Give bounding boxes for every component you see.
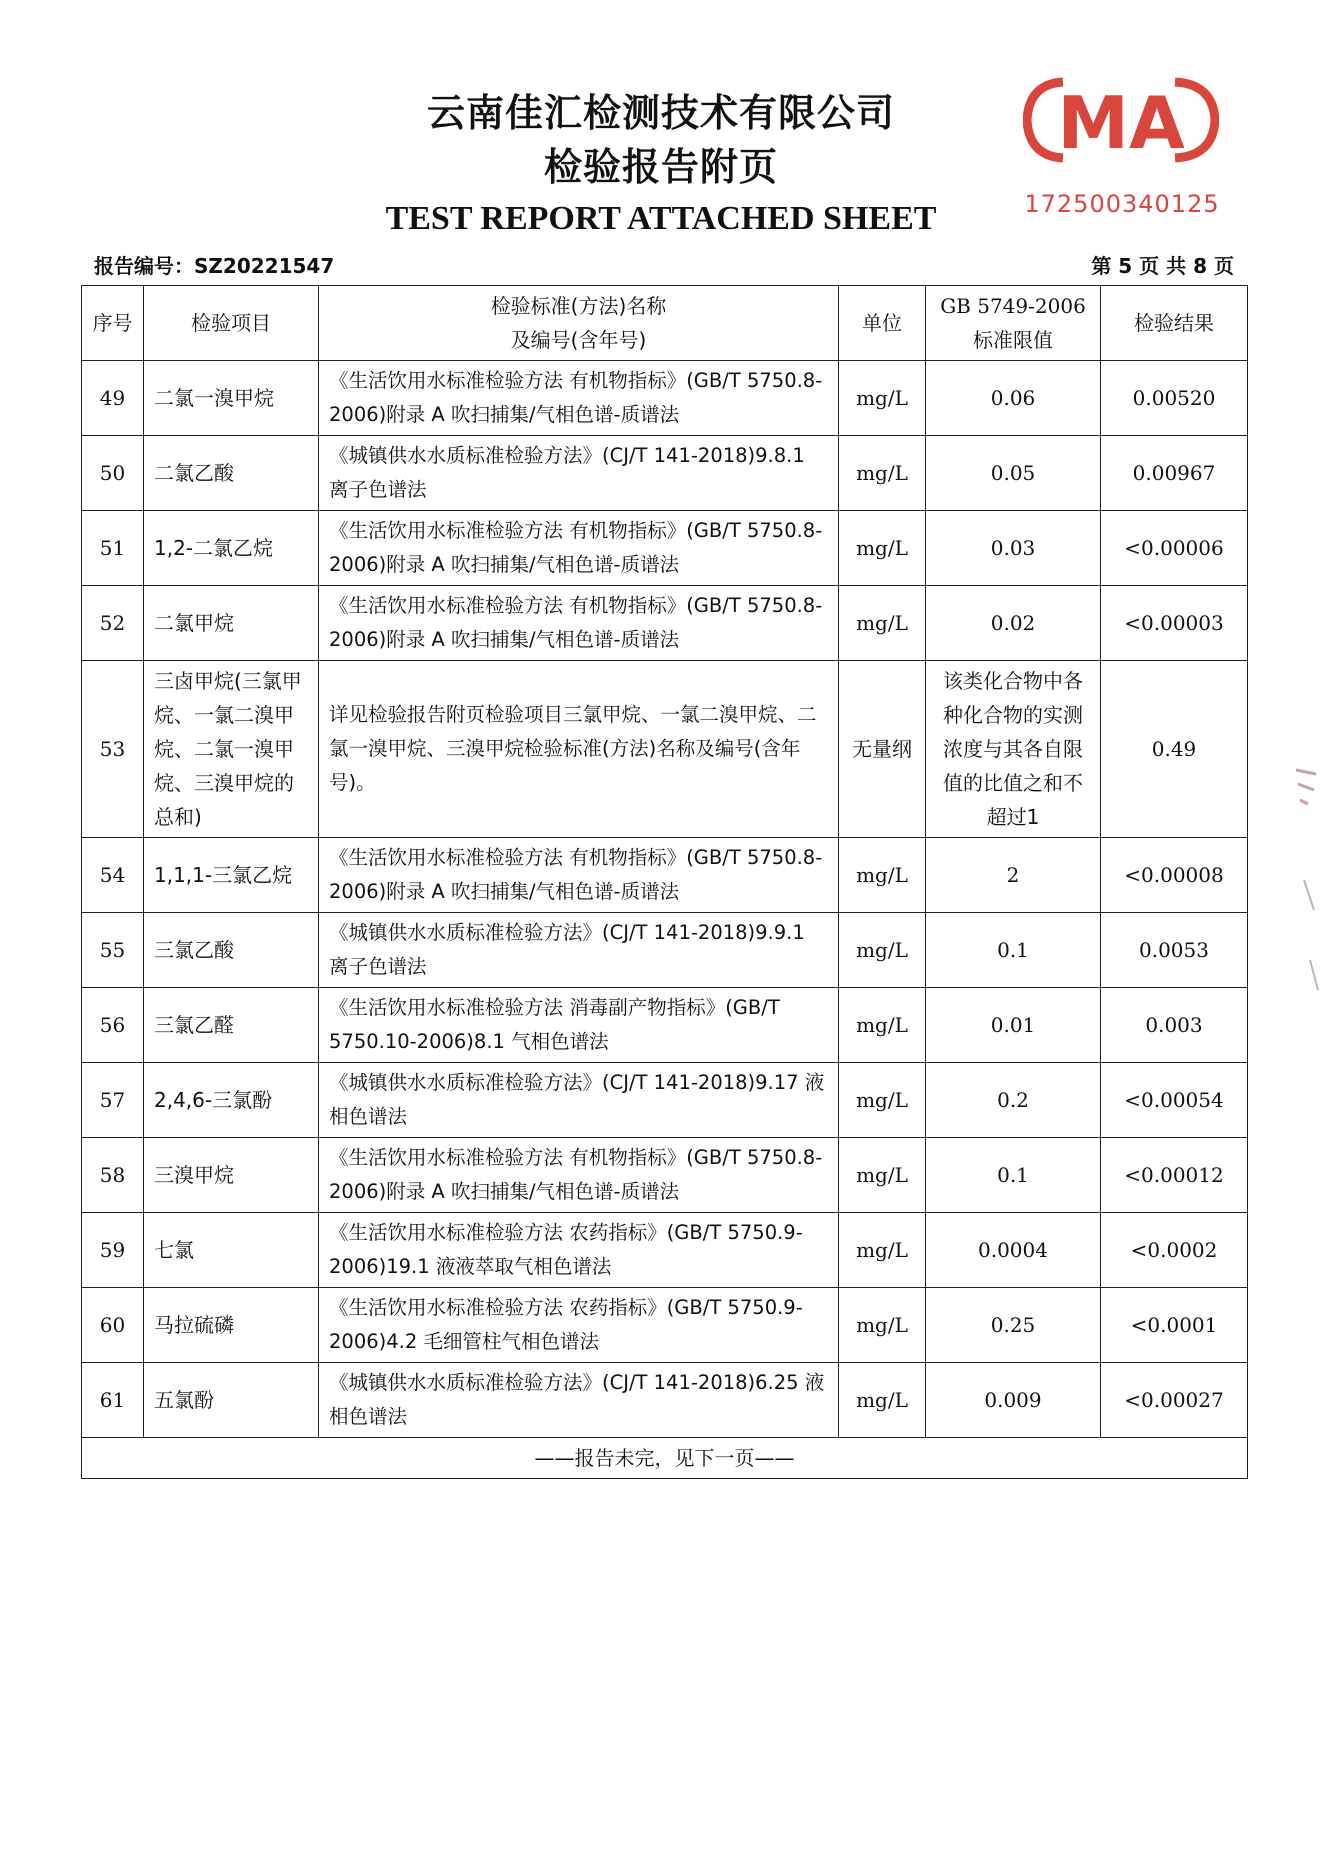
row-seq: 60 bbox=[82, 1288, 144, 1363]
row-item: 二氯乙酸 bbox=[144, 436, 319, 511]
row-item: 二氯甲烷 bbox=[144, 586, 319, 661]
header-result: 检验结果 bbox=[1101, 286, 1248, 361]
row-seq: 49 bbox=[82, 361, 144, 436]
table-row bbox=[82, 1063, 1248, 1138]
row-limit: 0.009 bbox=[926, 1363, 1101, 1438]
cma-logo-icon bbox=[1023, 74, 1219, 166]
row-seq: 58 bbox=[82, 1138, 144, 1213]
row-method: 《生活饮用水标准检验方法 有机物指标》(GB/T 5750.8-2006)附录 A 吹扫捕集/气相色谱-质谱法 bbox=[319, 838, 839, 913]
seal-fragment-icon bbox=[1290, 760, 1322, 1020]
row-unit: mg/L bbox=[839, 1363, 926, 1438]
row-unit: mg/L bbox=[839, 511, 926, 586]
row-method: 《城镇供水水质标准检验方法》(CJ/T 141-2018)9.9.1 离子色谱法 bbox=[319, 913, 839, 988]
row-seq: 55 bbox=[82, 913, 144, 988]
row-result: <0.0002 bbox=[1101, 1213, 1248, 1288]
header-limit-line1: GB 5749-2006 bbox=[940, 294, 1086, 318]
row-unit: 无量纲 bbox=[839, 661, 926, 838]
cma-number: 172500340125 bbox=[1024, 190, 1220, 218]
row-method: 《生活饮用水标准检验方法 消毒副产物指标》(GB/T 5750.10-2006)8.1 气相色谱法 bbox=[319, 988, 839, 1063]
row-seq: 53 bbox=[82, 661, 144, 838]
row-unit: mg/L bbox=[839, 838, 926, 913]
row-limit: 0.2 bbox=[926, 1063, 1101, 1138]
row-item: 三氯乙醛 bbox=[144, 988, 319, 1063]
header-method-line2: 及编号(含年号) bbox=[510, 328, 647, 352]
row-unit: mg/L bbox=[839, 436, 926, 511]
row-item: 1,2-二氯乙烷 bbox=[144, 511, 319, 586]
row-method: 《生活饮用水标准检验方法 农药指标》(GB/T 5750.9-2006)19.1 液液萃取气相色谱法 bbox=[319, 1213, 839, 1288]
continuation-note: ——报告未完，见下一页—— bbox=[82, 1438, 1248, 1479]
cma-logo-text: MA bbox=[1057, 81, 1185, 165]
row-limit: 0.02 bbox=[926, 586, 1101, 661]
table-row bbox=[82, 511, 1248, 586]
table-row bbox=[82, 1213, 1248, 1288]
row-seq: 57 bbox=[82, 1063, 144, 1138]
header-item: 检验项目 bbox=[144, 286, 319, 361]
row-method: 详见检验报告附页检验项目三氯甲烷、一氯二溴甲烷、二氯一溴甲烷、三溴甲烷检验标准(方法)名称及编号(含年号)。 bbox=[319, 661, 839, 838]
page-info: 第 5 页 共 8 页 bbox=[1091, 254, 1234, 278]
row-result: 0.003 bbox=[1101, 988, 1248, 1063]
row-method: 《城镇供水水质标准检验方法》(CJ/T 141-2018)6.25 液相色谱法 bbox=[319, 1363, 839, 1438]
table-footer-row bbox=[82, 1438, 1248, 1479]
row-method: 《生活饮用水标准检验方法 有机物指标》(GB/T 5750.8-2006)附录 A 吹扫捕集/气相色谱-质谱法 bbox=[319, 511, 839, 586]
row-method: 《生活饮用水标准检验方法 有机物指标》(GB/T 5750.8-2006)附录 A 吹扫捕集/气相色谱-质谱法 bbox=[319, 361, 839, 436]
table-row bbox=[82, 913, 1248, 988]
row-unit: mg/L bbox=[839, 1063, 926, 1138]
row-item: 三氯乙酸 bbox=[144, 913, 319, 988]
header-limit-line2: 标准限值 bbox=[973, 328, 1053, 352]
table-row bbox=[82, 1288, 1248, 1363]
table-row bbox=[82, 1138, 1248, 1213]
row-result: <0.00003 bbox=[1101, 586, 1248, 661]
row-limit: 0.01 bbox=[926, 988, 1101, 1063]
table-row bbox=[82, 838, 1248, 913]
row-unit: mg/L bbox=[839, 1213, 926, 1288]
row-limit: 0.0004 bbox=[926, 1213, 1101, 1288]
header-method bbox=[319, 286, 839, 361]
table-row bbox=[82, 661, 1248, 838]
header-seq: 序号 bbox=[82, 286, 144, 361]
row-method: 《生活饮用水标准检验方法 有机物指标》(GB/T 5750.8-2006)附录 A 吹扫捕集/气相色谱-质谱法 bbox=[319, 1138, 839, 1213]
header-limit bbox=[926, 286, 1101, 361]
table-row bbox=[82, 361, 1248, 436]
row-result: <0.00006 bbox=[1101, 511, 1248, 586]
row-unit: mg/L bbox=[839, 586, 926, 661]
row-method: 《城镇供水水质标准检验方法》(CJ/T 141-2018)9.17 液相色谱法 bbox=[319, 1063, 839, 1138]
row-seq: 52 bbox=[82, 586, 144, 661]
row-limit: 0.25 bbox=[926, 1288, 1101, 1363]
company-name: 云南佳汇检测技术有限公司 bbox=[426, 91, 895, 135]
row-item: 二氯一溴甲烷 bbox=[144, 361, 319, 436]
row-unit: mg/L bbox=[839, 1288, 926, 1363]
row-seq: 50 bbox=[82, 436, 144, 511]
row-item: 三溴甲烷 bbox=[144, 1138, 319, 1213]
row-limit: 0.1 bbox=[926, 913, 1101, 988]
row-unit: mg/L bbox=[839, 913, 926, 988]
table-row bbox=[82, 436, 1248, 511]
header-unit: 单位 bbox=[839, 286, 926, 361]
row-item: 马拉硫磷 bbox=[144, 1288, 319, 1363]
table-header-row bbox=[82, 286, 1248, 361]
row-item: 1,1,1-三氯乙烷 bbox=[144, 838, 319, 913]
row-limit: 0.06 bbox=[926, 361, 1101, 436]
row-seq: 61 bbox=[82, 1363, 144, 1438]
sheet-title-en: TEST REPORT ATTACHED SHEET bbox=[385, 200, 937, 237]
table-row bbox=[82, 988, 1248, 1063]
header-method-line1: 检验标准(方法)名称 bbox=[490, 294, 667, 318]
table-row bbox=[82, 586, 1248, 661]
row-unit: mg/L bbox=[839, 361, 926, 436]
row-item: 五氯酚 bbox=[144, 1363, 319, 1438]
row-method: 《生活饮用水标准检验方法 有机物指标》(GB/T 5750.8-2006)附录 A 吹扫捕集/气相色谱-质谱法 bbox=[319, 586, 839, 661]
row-seq: 51 bbox=[82, 511, 144, 586]
row-seq: 54 bbox=[82, 838, 144, 913]
row-item: 三卤甲烷(三氯甲烷、一氯二溴甲烷、二氯一溴甲烷、三溴甲烷的总和) bbox=[144, 661, 319, 838]
row-seq: 59 bbox=[82, 1213, 144, 1288]
row-result: <0.00027 bbox=[1101, 1363, 1248, 1438]
row-limit: 0.05 bbox=[926, 436, 1101, 511]
row-method: 《生活饮用水标准检验方法 农药指标》(GB/T 5750.9-2006)4.2 毛细管柱气相色谱法 bbox=[319, 1288, 839, 1363]
row-result: 0.00520 bbox=[1101, 361, 1248, 436]
report-number: 报告编号：SZ20221547 bbox=[94, 254, 335, 278]
table-row bbox=[82, 1363, 1248, 1438]
row-result: <0.0001 bbox=[1101, 1288, 1248, 1363]
row-unit: mg/L bbox=[839, 1138, 926, 1213]
row-item: 七氯 bbox=[144, 1213, 319, 1288]
row-method: 《城镇供水水质标准检验方法》(CJ/T 141-2018)9.8.1 离子色谱法 bbox=[319, 436, 839, 511]
row-result: 0.49 bbox=[1101, 661, 1248, 838]
sheet-title-cn: 检验报告附页 bbox=[543, 145, 778, 189]
row-result: <0.00012 bbox=[1101, 1138, 1248, 1213]
row-limit: 0.1 bbox=[926, 1138, 1101, 1213]
row-item: 2,4,6-三氯酚 bbox=[144, 1063, 319, 1138]
row-limit: 0.03 bbox=[926, 511, 1101, 586]
row-limit: 2 bbox=[926, 838, 1101, 913]
row-unit: mg/L bbox=[839, 988, 926, 1063]
row-seq: 56 bbox=[82, 988, 144, 1063]
row-result: 0.00967 bbox=[1101, 436, 1248, 511]
row-result: <0.00008 bbox=[1101, 838, 1248, 913]
row-limit: 该类化合物中各种化合物的实测浓度与其各自限值的比值之和不超过1 bbox=[926, 661, 1101, 838]
results-table bbox=[81, 285, 1248, 1479]
row-result: 0.0053 bbox=[1101, 913, 1248, 988]
row-result: <0.00054 bbox=[1101, 1063, 1248, 1138]
